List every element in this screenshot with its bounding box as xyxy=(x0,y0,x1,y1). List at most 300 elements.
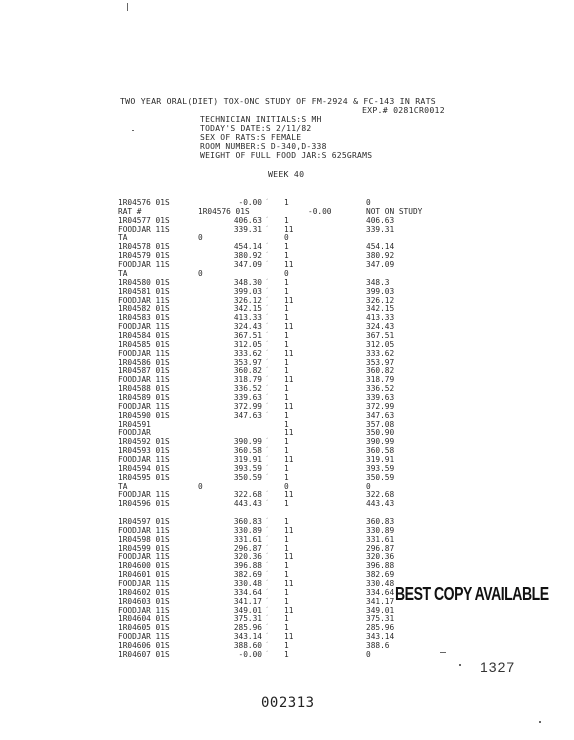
entry-tick-mark: ´ xyxy=(265,518,269,525)
table-row xyxy=(0,455,574,464)
row-code: 0 xyxy=(284,233,289,243)
row-code: 1 xyxy=(284,330,289,340)
row-weight: 347.63 xyxy=(233,410,262,420)
entry-tick-mark: ´ xyxy=(265,402,269,410)
row-code: 1 xyxy=(284,534,289,544)
row-code: 1 xyxy=(284,614,289,624)
row-code: 1 xyxy=(284,570,289,580)
row-weight: 285.96 xyxy=(233,623,262,633)
table-row xyxy=(0,641,574,650)
row-result: 343.14 xyxy=(366,632,395,642)
row-weight: 341.17 xyxy=(233,596,262,606)
row-id: 1R04584 01S xyxy=(118,330,170,340)
table-row xyxy=(0,278,574,287)
row-result: 380.92 xyxy=(366,251,395,261)
row-id: 1R04601 01S xyxy=(118,570,170,580)
row-result: 375.31 xyxy=(366,614,395,624)
row-result: 312.05 xyxy=(366,339,395,349)
table-row xyxy=(0,437,574,446)
page-number: 1327 xyxy=(480,659,516,675)
table-row xyxy=(0,340,574,349)
table-row xyxy=(0,623,574,632)
row-id: 1R04586 01S xyxy=(118,357,170,367)
row-code: 1 xyxy=(284,198,289,207)
room-number: ROOM NUMBER:S D-340,D-338 xyxy=(200,142,327,151)
table-row xyxy=(0,304,574,313)
row-weight: 375.31 xyxy=(233,614,262,624)
row-weight: 388.60 xyxy=(233,641,262,650)
row-id: 1R04604 01S xyxy=(118,614,170,624)
row-id: 1R04578 01S xyxy=(118,242,170,252)
row-result: NOT ON STUDY xyxy=(366,206,423,216)
row-result: 320.36 xyxy=(366,552,395,562)
row-weight: 336.52 xyxy=(233,384,262,394)
entry-tick-mark: ´ xyxy=(265,447,269,455)
row-weight: 380.92 xyxy=(233,251,262,261)
entry-tick-mark: ´ xyxy=(265,633,269,641)
entry-tick-mark: ´ xyxy=(265,305,269,313)
row-code: 11 xyxy=(284,322,294,331)
row-code: 11 xyxy=(284,375,294,385)
row-code: 1 xyxy=(284,357,289,367)
entry-tick-mark: ´ xyxy=(265,314,269,322)
row-result: 318.79 xyxy=(366,375,395,385)
entry-tick-mark: ´ xyxy=(265,243,269,251)
table-row xyxy=(0,358,574,367)
table-row xyxy=(0,606,574,615)
table-row xyxy=(0,499,574,508)
entry-tick-mark: ´ xyxy=(265,544,269,552)
row-ref: 0 xyxy=(198,481,203,491)
row-result: 334.64 xyxy=(366,587,395,597)
row-code: 0 xyxy=(284,481,289,491)
food-jar-weight: WEIGHT OF FULL FOOD JAR:S 625GRAMS xyxy=(200,151,373,160)
row-code: 1 xyxy=(284,623,289,633)
row-id: 1R04595 01S xyxy=(118,472,170,482)
row-code: 1 xyxy=(284,277,289,287)
scan-mark xyxy=(440,652,446,653)
row-id: FOODJAR 11S xyxy=(118,579,170,588)
row-weight: -0.00 xyxy=(238,198,262,207)
row-id: FOODJAR 11S xyxy=(118,348,170,358)
row-result: 0 xyxy=(366,481,371,491)
row-result: 454.14 xyxy=(366,242,395,252)
table-row xyxy=(0,331,574,340)
entry-tick-mark: ´ xyxy=(265,287,269,295)
row-weight: 382.69 xyxy=(233,570,262,580)
table-row xyxy=(0,322,574,331)
document-number: 002313 xyxy=(261,695,315,711)
row-id: 1R04602 01S xyxy=(118,587,170,597)
entry-tick-mark: ´ xyxy=(265,261,269,268)
table-row xyxy=(0,251,574,260)
row-weight: 396.88 xyxy=(233,561,262,571)
row-code: 1 xyxy=(284,446,289,456)
row-weight: 339.31 xyxy=(233,224,262,234)
row-id: 1R04587 01S xyxy=(118,366,170,376)
row-weight: 296.87 xyxy=(233,543,262,553)
row-result: 0 xyxy=(366,649,371,659)
row-id: TA xyxy=(118,233,128,243)
row-result: 339.63 xyxy=(366,392,395,402)
row-id: 1R04597 01S xyxy=(118,517,170,526)
entry-tick-mark: ´ xyxy=(265,331,269,339)
row-weight: 322.68 xyxy=(233,490,262,500)
row-result: 349.01 xyxy=(366,605,395,615)
table-row xyxy=(0,260,574,269)
entry-tick-mark: ´ xyxy=(265,216,269,224)
row-id: 1R04576 01S xyxy=(118,198,170,207)
row-id: 1R04605 01S xyxy=(118,623,170,633)
report-title: TWO YEAR ORAL(DIET) TOX-ONC STUDY OF FM-2924 & FC-143 IN RATS xyxy=(120,96,436,106)
row-code: 1 xyxy=(284,251,289,261)
entry-tick-mark: ´ xyxy=(265,624,269,632)
scan-mark xyxy=(459,664,461,666)
row-code: 1 xyxy=(284,286,289,296)
entry-tick-mark: ´ xyxy=(265,358,269,366)
row-result: 357.08 xyxy=(366,419,395,429)
row-weight: 454.14 xyxy=(233,242,262,252)
row-weight: 347.09 xyxy=(233,260,262,269)
scan-mark xyxy=(127,3,128,11)
row-code: 1 xyxy=(284,215,289,225)
row-result: 341.17 xyxy=(366,596,395,606)
table-row xyxy=(0,544,574,553)
row-result: 330.48 xyxy=(366,579,395,588)
entry-tick-mark: ´ xyxy=(265,553,269,561)
row-result: 336.52 xyxy=(366,384,395,394)
row-ref: 0 xyxy=(198,233,203,243)
row-weight: 372.99 xyxy=(233,401,262,411)
table-row xyxy=(0,420,574,429)
row-code: 11 xyxy=(284,605,294,615)
entry-tick-mark: ´ xyxy=(265,526,269,534)
row-id: 1R04596 01S xyxy=(118,499,170,509)
entry-tick-mark: ´ xyxy=(265,562,269,570)
table-row xyxy=(0,198,574,207)
row-result: 333.62 xyxy=(366,348,395,358)
table-row xyxy=(0,464,574,473)
entry-tick-mark: ´ xyxy=(265,278,269,286)
row-weight: 319.91 xyxy=(233,454,262,464)
entry-tick-mark: ´ xyxy=(265,376,269,384)
entry-tick-mark: ´ xyxy=(265,225,269,233)
entry-tick-mark: ´ xyxy=(265,349,269,357)
table-row xyxy=(0,650,574,659)
row-id: FOODJAR 11S xyxy=(118,525,170,535)
row-code: 1 xyxy=(284,437,289,447)
row-weight: 331.61 xyxy=(233,534,262,544)
row-code: 11 xyxy=(284,260,294,269)
row-weight: 360.83 xyxy=(233,517,262,526)
table-row xyxy=(0,490,574,499)
row-weight: 343.14 xyxy=(233,632,262,642)
row-weight: 393.59 xyxy=(233,463,262,473)
table-row xyxy=(0,207,574,216)
entry-tick-mark: ´ xyxy=(265,642,269,649)
row-result: 350.59 xyxy=(366,472,395,482)
entry-tick-mark: ´ xyxy=(265,588,269,596)
row-code: 1 xyxy=(284,242,289,252)
table-row xyxy=(0,287,574,296)
row-weight: 333.62 xyxy=(233,348,262,358)
entry-tick-mark: ´ xyxy=(265,296,269,304)
row-id: 1R04579 01S xyxy=(118,251,170,261)
row-id: 1R04585 01S xyxy=(118,339,170,349)
entry-tick-mark: ´ xyxy=(265,438,269,446)
row-result: 0 xyxy=(366,198,371,207)
row-code: 1 xyxy=(284,419,289,429)
entry-tick-mark: ´ xyxy=(265,597,269,605)
row-id: FOODJAR 11S xyxy=(118,322,170,331)
row-code: 1 xyxy=(284,596,289,606)
entry-tick-mark: ´ xyxy=(265,393,269,401)
row-result: 348.3 xyxy=(366,277,390,287)
row-result: 285.96 xyxy=(366,623,395,633)
row-id: FOODJAR 11S xyxy=(118,401,170,411)
row-result: 324.43 xyxy=(366,322,395,331)
table-row xyxy=(0,552,574,561)
table-row xyxy=(0,375,574,384)
entry-tick-mark: ´ xyxy=(265,340,269,348)
row-result: 330.89 xyxy=(366,525,395,535)
row-code: 1 xyxy=(284,472,289,482)
row-result: 443.43 xyxy=(366,499,395,509)
row-result: 360.82 xyxy=(366,366,395,376)
technician-initials: TECHNICIAN INITIALS:S MH xyxy=(200,115,322,124)
row-weight: 330.48 xyxy=(233,579,262,588)
row-result: 347.09 xyxy=(366,260,395,269)
row-id: 1R04607 01S xyxy=(118,649,170,659)
row-id: 1R04598 01S xyxy=(118,534,170,544)
entry-tick-mark: ´ xyxy=(265,491,269,499)
row-result: 399.03 xyxy=(366,286,395,296)
row-weight: -0.00 xyxy=(238,649,262,659)
row-result: 382.69 xyxy=(366,570,395,580)
row-code: 1 xyxy=(284,384,289,394)
row-id: 1R04592 01S xyxy=(118,437,170,447)
row-weight: 360.82 xyxy=(233,366,262,376)
row-weight: 349.01 xyxy=(233,605,262,615)
row-result: 413.33 xyxy=(366,313,395,323)
table-row xyxy=(0,428,574,437)
row-id: FOODJAR 11S xyxy=(118,632,170,642)
best-copy-stamp: BEST COPY AVAILABLE xyxy=(395,584,549,604)
entry-tick-mark: ´ xyxy=(265,650,269,658)
entry-tick-mark: ´ xyxy=(265,323,269,330)
row-code: 1 xyxy=(284,561,289,571)
table-row xyxy=(0,446,574,455)
row-result: 372.99 xyxy=(366,401,395,411)
row-code: 11 xyxy=(284,348,294,358)
table-row xyxy=(0,526,574,535)
row-id: FOODJAR 11S xyxy=(118,375,170,385)
row-result: 353.97 xyxy=(366,357,395,367)
table-row xyxy=(0,482,574,491)
row-code: 1 xyxy=(284,366,289,376)
row-id: FOODJAR 11S xyxy=(118,295,170,305)
row-ref: 0 xyxy=(198,268,203,278)
row-result: 319.91 xyxy=(366,454,395,464)
row-id: 1R04590 01S xyxy=(118,410,170,420)
row-code: 11 xyxy=(284,632,294,642)
row-id: 1R04591 xyxy=(118,419,151,429)
row-code: 1 xyxy=(284,410,289,420)
sex-of-rats: SEX OF RATS:S FEMALE xyxy=(200,133,302,142)
row-code: 1 xyxy=(284,543,289,553)
table-row xyxy=(0,216,574,225)
row-id: FOODJAR 11S xyxy=(118,552,170,562)
table-row xyxy=(0,242,574,251)
row-id: FOODJAR 11S xyxy=(118,454,170,464)
row-id: 1R04577 01S xyxy=(118,215,170,225)
row-code: 11 xyxy=(284,224,294,234)
entry-tick-mark: ´ xyxy=(265,385,269,393)
table-row xyxy=(0,225,574,234)
table-row xyxy=(0,349,574,358)
scan-mark xyxy=(132,130,134,131)
table-row xyxy=(0,233,574,242)
row-code: 0 xyxy=(284,268,289,278)
row-code: 1 xyxy=(284,641,289,650)
row-result: 350.90 xyxy=(366,428,395,438)
row-code: 1 xyxy=(284,649,289,659)
row-weight: 339.63 xyxy=(233,392,262,402)
row-weight: 360.58 xyxy=(233,446,262,456)
todays-date: TODAY'S DATE:S 2/11/82 xyxy=(200,124,312,133)
row-code: 1 xyxy=(284,392,289,402)
row-result: 393.59 xyxy=(366,463,395,473)
row-id: 1R04588 01S xyxy=(118,384,170,394)
row-id: 1R04593 01S xyxy=(118,446,170,456)
row-code: 11 xyxy=(284,490,294,500)
row-id: TA xyxy=(118,481,128,491)
week-label: WEEK 40 xyxy=(268,169,305,179)
row-weight: 342.15 xyxy=(233,304,262,314)
row-result: 360.83 xyxy=(366,517,395,526)
row-ref: 1R04576 01S xyxy=(198,206,250,216)
row-code: 11 xyxy=(284,295,294,305)
row-code: 11 xyxy=(284,525,294,535)
row-weight: 318.79 xyxy=(233,375,262,385)
row-id: FOODJAR 11S xyxy=(118,490,170,500)
entry-tick-mark: ´ xyxy=(265,367,269,375)
row-result: 339.31 xyxy=(366,224,395,234)
row-id: RAT # xyxy=(118,206,142,216)
row-id: 1R04603 01S xyxy=(118,596,170,606)
row-id: 1R04589 01S xyxy=(118,392,170,402)
entry-tick-mark: ´ xyxy=(265,252,269,260)
table-row xyxy=(0,632,574,641)
table-row xyxy=(0,269,574,278)
table-row xyxy=(0,508,574,517)
table-row xyxy=(0,411,574,420)
row-weight: 413.33 xyxy=(233,313,262,323)
table-row xyxy=(0,473,574,482)
row-code: 1 xyxy=(284,587,289,597)
row-id: FOODJAR xyxy=(118,428,151,438)
row-alt: -0.00 xyxy=(308,206,332,216)
table-row xyxy=(0,402,574,411)
table-row xyxy=(0,561,574,570)
row-result: 367.51 xyxy=(366,330,395,340)
row-weight: 390.99 xyxy=(233,437,262,447)
row-weight: 324.43 xyxy=(233,322,262,331)
row-weight: 330.89 xyxy=(233,525,262,535)
row-code: 11 xyxy=(284,552,294,562)
entry-tick-mark: ´ xyxy=(265,411,269,419)
row-id: FOODJAR 11S xyxy=(118,224,170,234)
entry-tick-mark: ´ xyxy=(265,464,269,472)
scan-mark xyxy=(539,721,541,723)
row-weight: 443.43 xyxy=(233,499,262,509)
entry-tick-mark: ´ xyxy=(265,535,269,543)
row-result: 347.63 xyxy=(366,410,395,420)
table-row xyxy=(0,313,574,322)
row-weight: 326.12 xyxy=(233,295,262,305)
row-result: 342.15 xyxy=(366,304,395,314)
row-id: 1R04594 01S xyxy=(118,463,170,473)
entry-tick-mark: ´ xyxy=(265,615,269,623)
row-id: 1R04599 01S xyxy=(118,543,170,553)
entry-tick-mark: ´ xyxy=(265,571,269,579)
row-result: 331.61 xyxy=(366,534,395,544)
row-weight: 334.64 xyxy=(233,587,262,597)
row-code: 1 xyxy=(284,499,289,509)
row-weight: 353.97 xyxy=(233,357,262,367)
row-id: TA xyxy=(118,268,128,278)
table-row xyxy=(0,384,574,393)
entry-tick-mark: ´ xyxy=(265,199,269,206)
row-result: 396.88 xyxy=(366,561,395,571)
row-code: 1 xyxy=(284,304,289,314)
table-row xyxy=(0,517,574,526)
row-id: 1R04583 01S xyxy=(118,313,170,323)
row-weight: 348.30 xyxy=(233,277,262,287)
row-id: FOODJAR 11S xyxy=(118,260,170,269)
row-id: 1R04606 01S xyxy=(118,641,170,650)
table-row xyxy=(0,614,574,623)
row-result: 388.6 xyxy=(366,641,390,650)
entry-tick-mark: ´ xyxy=(265,606,269,614)
entry-tick-mark: ´ xyxy=(265,455,269,463)
row-code: 1 xyxy=(284,313,289,323)
row-code: 11 xyxy=(284,401,294,411)
row-id: 1R04580 01S xyxy=(118,277,170,287)
entry-tick-mark: ´ xyxy=(265,473,269,481)
table-row xyxy=(0,366,574,375)
row-result: 360.58 xyxy=(366,446,395,456)
row-weight: 367.51 xyxy=(233,330,262,340)
row-result: 326.12 xyxy=(366,295,395,305)
row-weight: 406.63 xyxy=(233,215,262,225)
row-code: 1 xyxy=(284,463,289,473)
row-id: 1R04581 01S xyxy=(118,286,170,296)
row-result: 296.87 xyxy=(366,543,395,553)
table-row xyxy=(0,393,574,402)
row-code: 1 xyxy=(284,339,289,349)
row-weight: 399.03 xyxy=(233,286,262,296)
row-code: 11 xyxy=(284,454,294,464)
entry-tick-mark: ´ xyxy=(265,500,269,508)
row-result: 390.99 xyxy=(366,437,395,447)
row-weight: 312.05 xyxy=(233,339,262,349)
row-result: 406.63 xyxy=(366,215,395,225)
experiment-number: EXP.# 0281CR0012 xyxy=(362,105,445,115)
row-code: 11 xyxy=(284,579,294,588)
row-id: 1R04600 01S xyxy=(118,561,170,571)
table-row xyxy=(0,535,574,544)
